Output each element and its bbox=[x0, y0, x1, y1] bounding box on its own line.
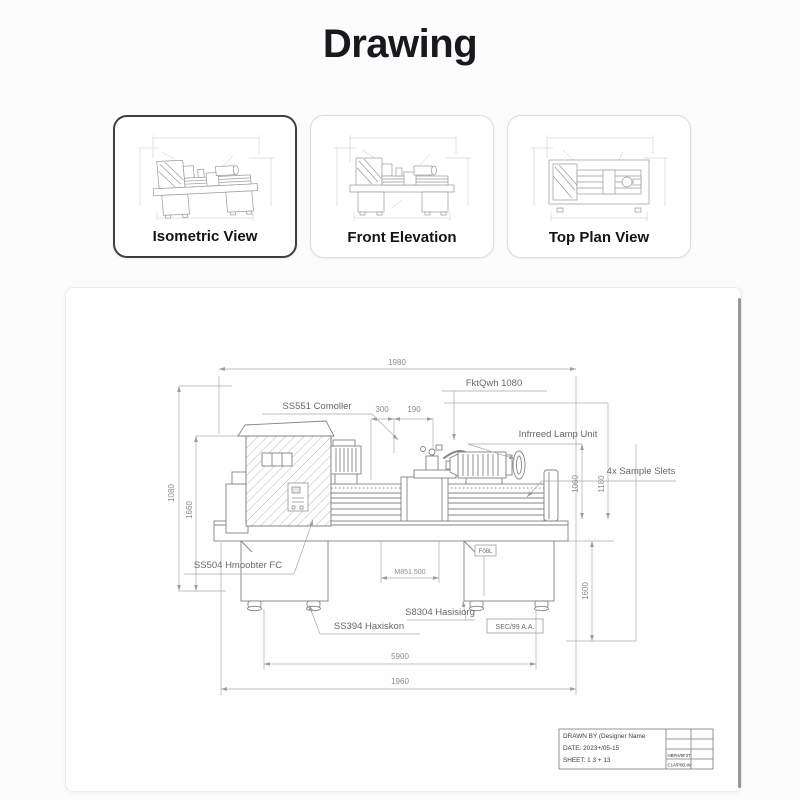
dim-gap-a: 300 bbox=[375, 405, 389, 414]
label-section-ref: SEC/99 A.A. bbox=[495, 624, 535, 631]
title-block-date: DATE: 2023+/05-15 bbox=[563, 745, 620, 752]
view-selector bbox=[113, 115, 691, 258]
label-fdl: F08L bbox=[478, 549, 493, 555]
dim-center-span: M851 500 bbox=[394, 569, 426, 576]
view-card-label: Top Plan View bbox=[548, 229, 650, 246]
carriage bbox=[401, 477, 448, 521]
thumb-machine bbox=[549, 160, 649, 212]
dim-left-inner: 1660 bbox=[185, 501, 194, 519]
infrared-lamp-unit bbox=[446, 451, 525, 484]
top-plan-thumbnail bbox=[523, 116, 675, 229]
technical-drawing bbox=[66, 288, 741, 791]
page-title: Drawing bbox=[322, 22, 478, 66]
dim-bottom-outer: 1960 bbox=[391, 677, 409, 686]
title-block-sheet: SHEET: 1 3 + 13 bbox=[563, 757, 611, 764]
title-block-cell-a: HBPH/9F3T bbox=[667, 753, 691, 758]
title-block-drawn-by: DRAWN BY (Designer Name bbox=[563, 733, 646, 740]
label-controller: SS551 Comoller bbox=[282, 401, 352, 412]
right-pedestal bbox=[464, 541, 554, 611]
top-thumb-svg bbox=[523, 128, 675, 224]
view-card-label: Front Elevation bbox=[347, 229, 457, 246]
label-base-left: SS394 Haxiskon bbox=[333, 621, 405, 632]
dim-bottom-inner: 5900 bbox=[391, 652, 409, 661]
isometric-thumb-svg bbox=[129, 128, 281, 224]
canvas-scrollbar[interactable] bbox=[738, 298, 741, 788]
label-base-right: S8304 Hasisiorg bbox=[405, 607, 475, 618]
left-pedestal bbox=[241, 541, 328, 611]
front-elevation-thumbnail bbox=[326, 116, 478, 229]
dim-gap-b: 190 bbox=[407, 405, 421, 414]
dim-right-c: 1600 bbox=[581, 582, 590, 600]
view-card-isometric[interactable] bbox=[113, 115, 297, 258]
thumb-machine bbox=[350, 158, 454, 215]
view-card-label: Isometric View bbox=[152, 228, 258, 245]
bed-end-cap bbox=[544, 470, 558, 521]
title-block bbox=[559, 729, 713, 769]
cabinet-label-plate bbox=[288, 483, 308, 511]
controller-cabinet bbox=[226, 421, 334, 533]
drawing-canvas[interactable] bbox=[65, 287, 742, 792]
isometric-thumbnail bbox=[129, 117, 281, 228]
thumb-machine bbox=[151, 156, 260, 218]
title-block-cell-b: C1A/P0B.IN bbox=[667, 762, 691, 768]
front-thumb-svg bbox=[326, 128, 478, 224]
view-card-front-elevation[interactable] bbox=[310, 115, 494, 258]
dim-right-a: 1060 bbox=[571, 475, 580, 493]
label-lamp: Infrreed Lamp Unit bbox=[518, 429, 598, 440]
drive-motor bbox=[331, 440, 361, 484]
view-card-top-plan[interactable] bbox=[507, 115, 691, 258]
machine-drawing bbox=[214, 421, 568, 611]
dim-right-b: 1180 bbox=[597, 475, 606, 493]
dim-top-width: 1980 bbox=[388, 358, 406, 367]
label-fixture: FktQwh 1080 bbox=[465, 378, 523, 389]
label-hopper: SS504 Hmoobter FC bbox=[193, 560, 283, 571]
dim-left-outer: 1080 bbox=[167, 484, 176, 502]
label-sample-slots: 4x Sample Slets bbox=[606, 466, 676, 477]
